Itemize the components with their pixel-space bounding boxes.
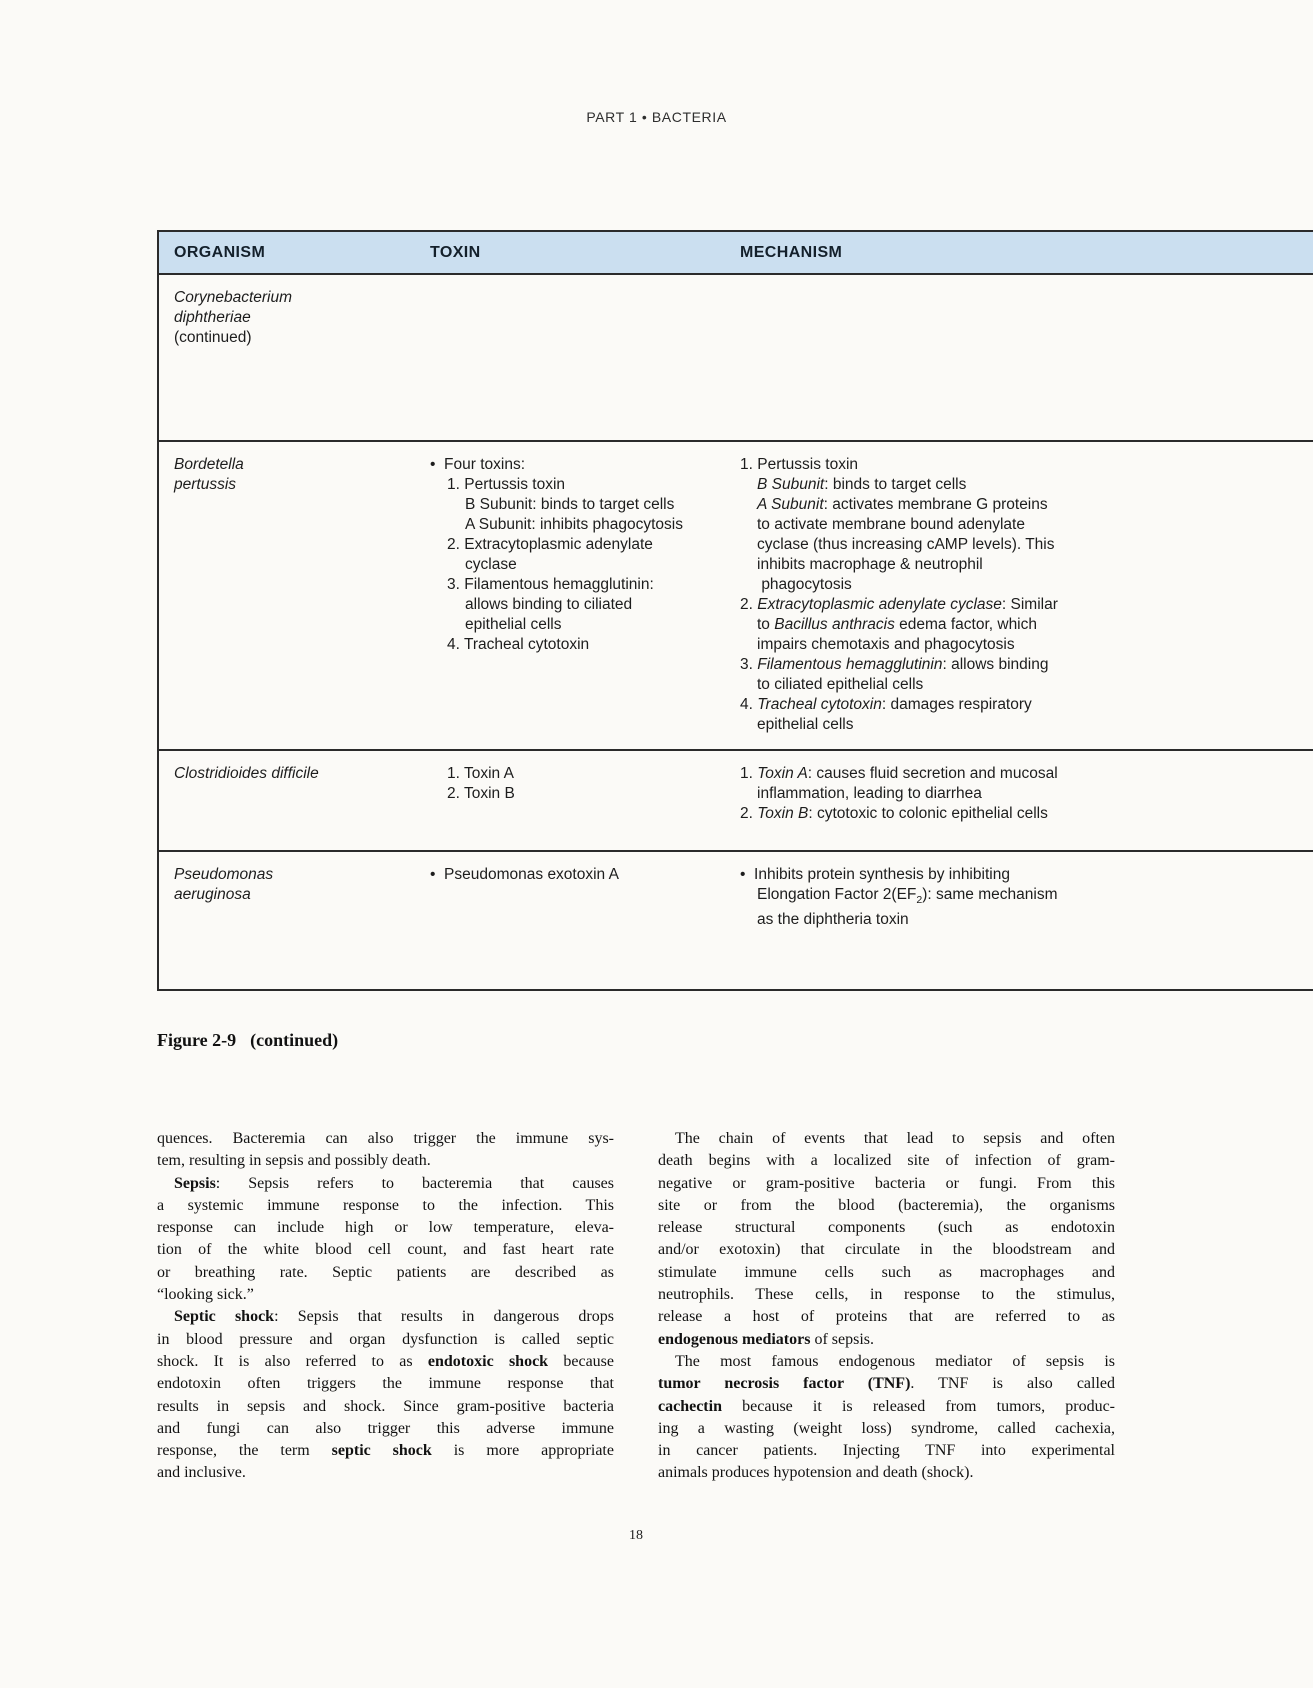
figure-2-9-table bbox=[157, 230, 1313, 991]
cell-line: 4. Tracheal cytotoxin bbox=[447, 636, 590, 653]
text-line: Sepsis: Sepsis refers to bacteremia that causes bbox=[174, 1174, 614, 1192]
cell-line: diphtheriae bbox=[174, 309, 251, 326]
mechanism-cell bbox=[740, 865, 1313, 981]
figure-caption-label: Figure 2-9 bbox=[157, 1030, 237, 1050]
page-number: 18 bbox=[629, 1528, 643, 1543]
paragraph bbox=[157, 1306, 614, 1484]
cell-line: (continued) bbox=[174, 329, 252, 346]
text-line: in cancer patients. Injecting TNF into experimental bbox=[658, 1442, 1115, 1460]
text-line: stimulate immune cells such as macrophages and bbox=[658, 1263, 1115, 1281]
column-header-organism: ORGANISM bbox=[174, 243, 266, 261]
text-line: tumor necrosis factor (TNF). TNF is also called bbox=[658, 1375, 1116, 1393]
figure-caption bbox=[157, 1030, 338, 1051]
text-line: cachectin because it is released from tumors, produc- bbox=[658, 1397, 1115, 1415]
table-row bbox=[159, 850, 1313, 989]
text-line: Septic shock: Sepsis that results in dangerous drops bbox=[174, 1308, 614, 1326]
table-body bbox=[159, 275, 1313, 989]
text-line: tion of the white blood cell count, and fast heart rate bbox=[157, 1241, 614, 1259]
body-text-left-column bbox=[157, 1128, 614, 1485]
cell-line: epithelial cells bbox=[757, 716, 854, 733]
cell-line: 2. Extracytoplasmic adenylate cyclase: Similar bbox=[740, 596, 1058, 613]
cell-line: aeruginosa bbox=[174, 886, 251, 903]
mechanism-cell bbox=[740, 288, 1313, 432]
cell-line: cyclase bbox=[465, 556, 517, 573]
cell-line: inhibits macrophage & neutrophil bbox=[757, 556, 983, 573]
cell-line: A Subunit: inhibits phagocytosis bbox=[465, 516, 683, 533]
text-line: endogenous mediators of sepsis. bbox=[658, 1330, 875, 1348]
text-line: endotoxin often triggers the immune response that bbox=[157, 1375, 614, 1393]
cell-line: 1. Pertussis toxin bbox=[740, 456, 859, 473]
cell-line: allows binding to ciliated bbox=[465, 596, 633, 613]
cell-line: to ciliated epithelial cells bbox=[757, 676, 924, 693]
cell-line: pertussis bbox=[174, 476, 237, 493]
text-line: and/or exotoxin) that circulate in the bloodstream and bbox=[658, 1241, 1115, 1259]
text-line: quences. Bacteremia can also trigger the immune sys- bbox=[157, 1130, 614, 1147]
organism-cell bbox=[159, 455, 430, 741]
cell-line: phagocytosis bbox=[757, 576, 852, 593]
text-line: shock. It is also referred to as endotoxic shock because bbox=[157, 1352, 615, 1370]
cell-line: 1. Pertussis toxin bbox=[447, 476, 566, 493]
cell-line: Clostridioides difficile bbox=[174, 765, 319, 782]
cell-line: Pseudomonas bbox=[174, 866, 274, 883]
cell-line: 3. Filamentous hemagglutinin: allows binding bbox=[740, 656, 1049, 673]
cell-line: cyclase (thus increasing cAMP levels). This bbox=[757, 536, 1055, 553]
organism-cell bbox=[159, 764, 430, 842]
cell-line: Elongation Factor $2(EF_2)$: same mechanism bbox=[757, 886, 1058, 907]
text-line: animals produces hypotension and death (shock). bbox=[658, 1464, 974, 1482]
text-line: and inclusive. bbox=[157, 1464, 246, 1482]
text-line: release a host of proteins that are referred to as bbox=[658, 1308, 1115, 1326]
cell-line: Corynebacterium bbox=[174, 289, 293, 306]
column-header-mechanism: MECHANISM bbox=[740, 243, 843, 261]
text-line: neutrophils. These cells, in response to the stimulus, bbox=[658, 1286, 1115, 1304]
cell-line: Bordetella bbox=[174, 456, 244, 473]
cell-line: • Four toxins: bbox=[430, 456, 526, 473]
cell-line: to activate membrane bound adenylate bbox=[757, 516, 1025, 533]
text-line: in blood pressure and organ dysfunction is called septic bbox=[157, 1330, 614, 1348]
cell-line: 4. Tracheal cytotoxin: damages respiratory bbox=[740, 696, 1032, 713]
text-line: site or from the blood (bacteremia), the organisms bbox=[658, 1196, 1115, 1214]
toxin-cell bbox=[430, 764, 740, 842]
table-row bbox=[159, 440, 1313, 749]
cell-line: 1. Toxin A: causes fluid secretion and mucosal bbox=[740, 765, 1058, 782]
cell-line: B Subunit: binds to target cells bbox=[465, 496, 675, 513]
figure-caption-note: (continued) bbox=[250, 1030, 339, 1050]
cell-line: 3. Filamentous hemagglutinin: bbox=[447, 576, 654, 593]
paragraph bbox=[658, 1351, 1115, 1485]
text-line: The most famous endogenous mediator of sepsis is bbox=[675, 1352, 1115, 1370]
body-text-right-column bbox=[658, 1128, 1115, 1485]
toxin-cell bbox=[430, 288, 740, 432]
text-line: “looking sick.” bbox=[157, 1286, 254, 1304]
paragraph bbox=[157, 1128, 614, 1173]
paragraph bbox=[157, 1173, 614, 1307]
text-line: negative or gram-positive bacteria or fungi. From this bbox=[658, 1174, 1115, 1192]
cell-line: 2. Extracytoplasmic adenylate bbox=[447, 536, 653, 553]
cell-line: inflammation, leading to diarrhea bbox=[757, 785, 982, 802]
cell-line: B Subunit: binds to target cells bbox=[757, 476, 967, 493]
mechanism-cell bbox=[740, 764, 1313, 842]
table-header-row bbox=[159, 232, 1313, 275]
text-line: and fungi can also trigger this adverse immune bbox=[157, 1419, 614, 1437]
organism-cell bbox=[159, 288, 430, 432]
cell-line: epithelial cells bbox=[465, 616, 562, 633]
text-line: The chain of events that lead to sepsis and often bbox=[675, 1130, 1115, 1147]
paragraph bbox=[658, 1128, 1115, 1351]
organism-cell bbox=[159, 865, 430, 981]
text-line: ing a wasting (weight loss) syndrome, called cachexia, bbox=[658, 1419, 1115, 1437]
text-line: release structural components (such as endotoxin bbox=[658, 1219, 1115, 1237]
column-header-toxin: TOXIN bbox=[430, 243, 481, 261]
cell-line: to Bacillus anthracis edema factor, which bbox=[757, 616, 1038, 633]
text-line: results in sepsis and shock. Since gram-positive bacteria bbox=[157, 1397, 614, 1415]
text-line: or breathing rate. Septic patients are described as bbox=[157, 1263, 614, 1281]
mechanism-cell bbox=[740, 455, 1313, 741]
cell-line: • Inhibits protein synthesis by inhibiting bbox=[740, 866, 1010, 883]
table-row bbox=[159, 275, 1313, 440]
text-line: a systemic immune response to the infection. This bbox=[157, 1196, 614, 1214]
toxin-cell bbox=[430, 455, 740, 741]
cell-line: 2. Toxin B bbox=[447, 785, 515, 802]
toxin-cell bbox=[430, 865, 740, 981]
cell-line: 2. Toxin B: cytotoxic to colonic epithelial cells bbox=[740, 805, 1048, 822]
text-line: tem, resulting in sepsis and possibly death. bbox=[157, 1152, 431, 1170]
cell-line: A Subunit: activates membrane G proteins bbox=[757, 496, 1048, 513]
table-row bbox=[159, 749, 1313, 850]
running-header: PART 1 • BACTERIA bbox=[586, 109, 727, 125]
text-line: death begins with a localized site of infection of gram- bbox=[658, 1152, 1115, 1170]
cell-line: as the diphtheria toxin bbox=[757, 911, 909, 929]
cell-line: • Pseudomonas exotoxin A bbox=[430, 866, 619, 883]
text-line: response can include high or low temperature, eleva- bbox=[157, 1219, 614, 1237]
cell-line: impairs chemotaxis and phagocytosis bbox=[757, 636, 1015, 653]
text-line: response, the term septic shock is more appropriate bbox=[157, 1442, 614, 1460]
cell-line: 1. Toxin A bbox=[447, 765, 514, 782]
body-text bbox=[157, 1128, 1115, 1485]
